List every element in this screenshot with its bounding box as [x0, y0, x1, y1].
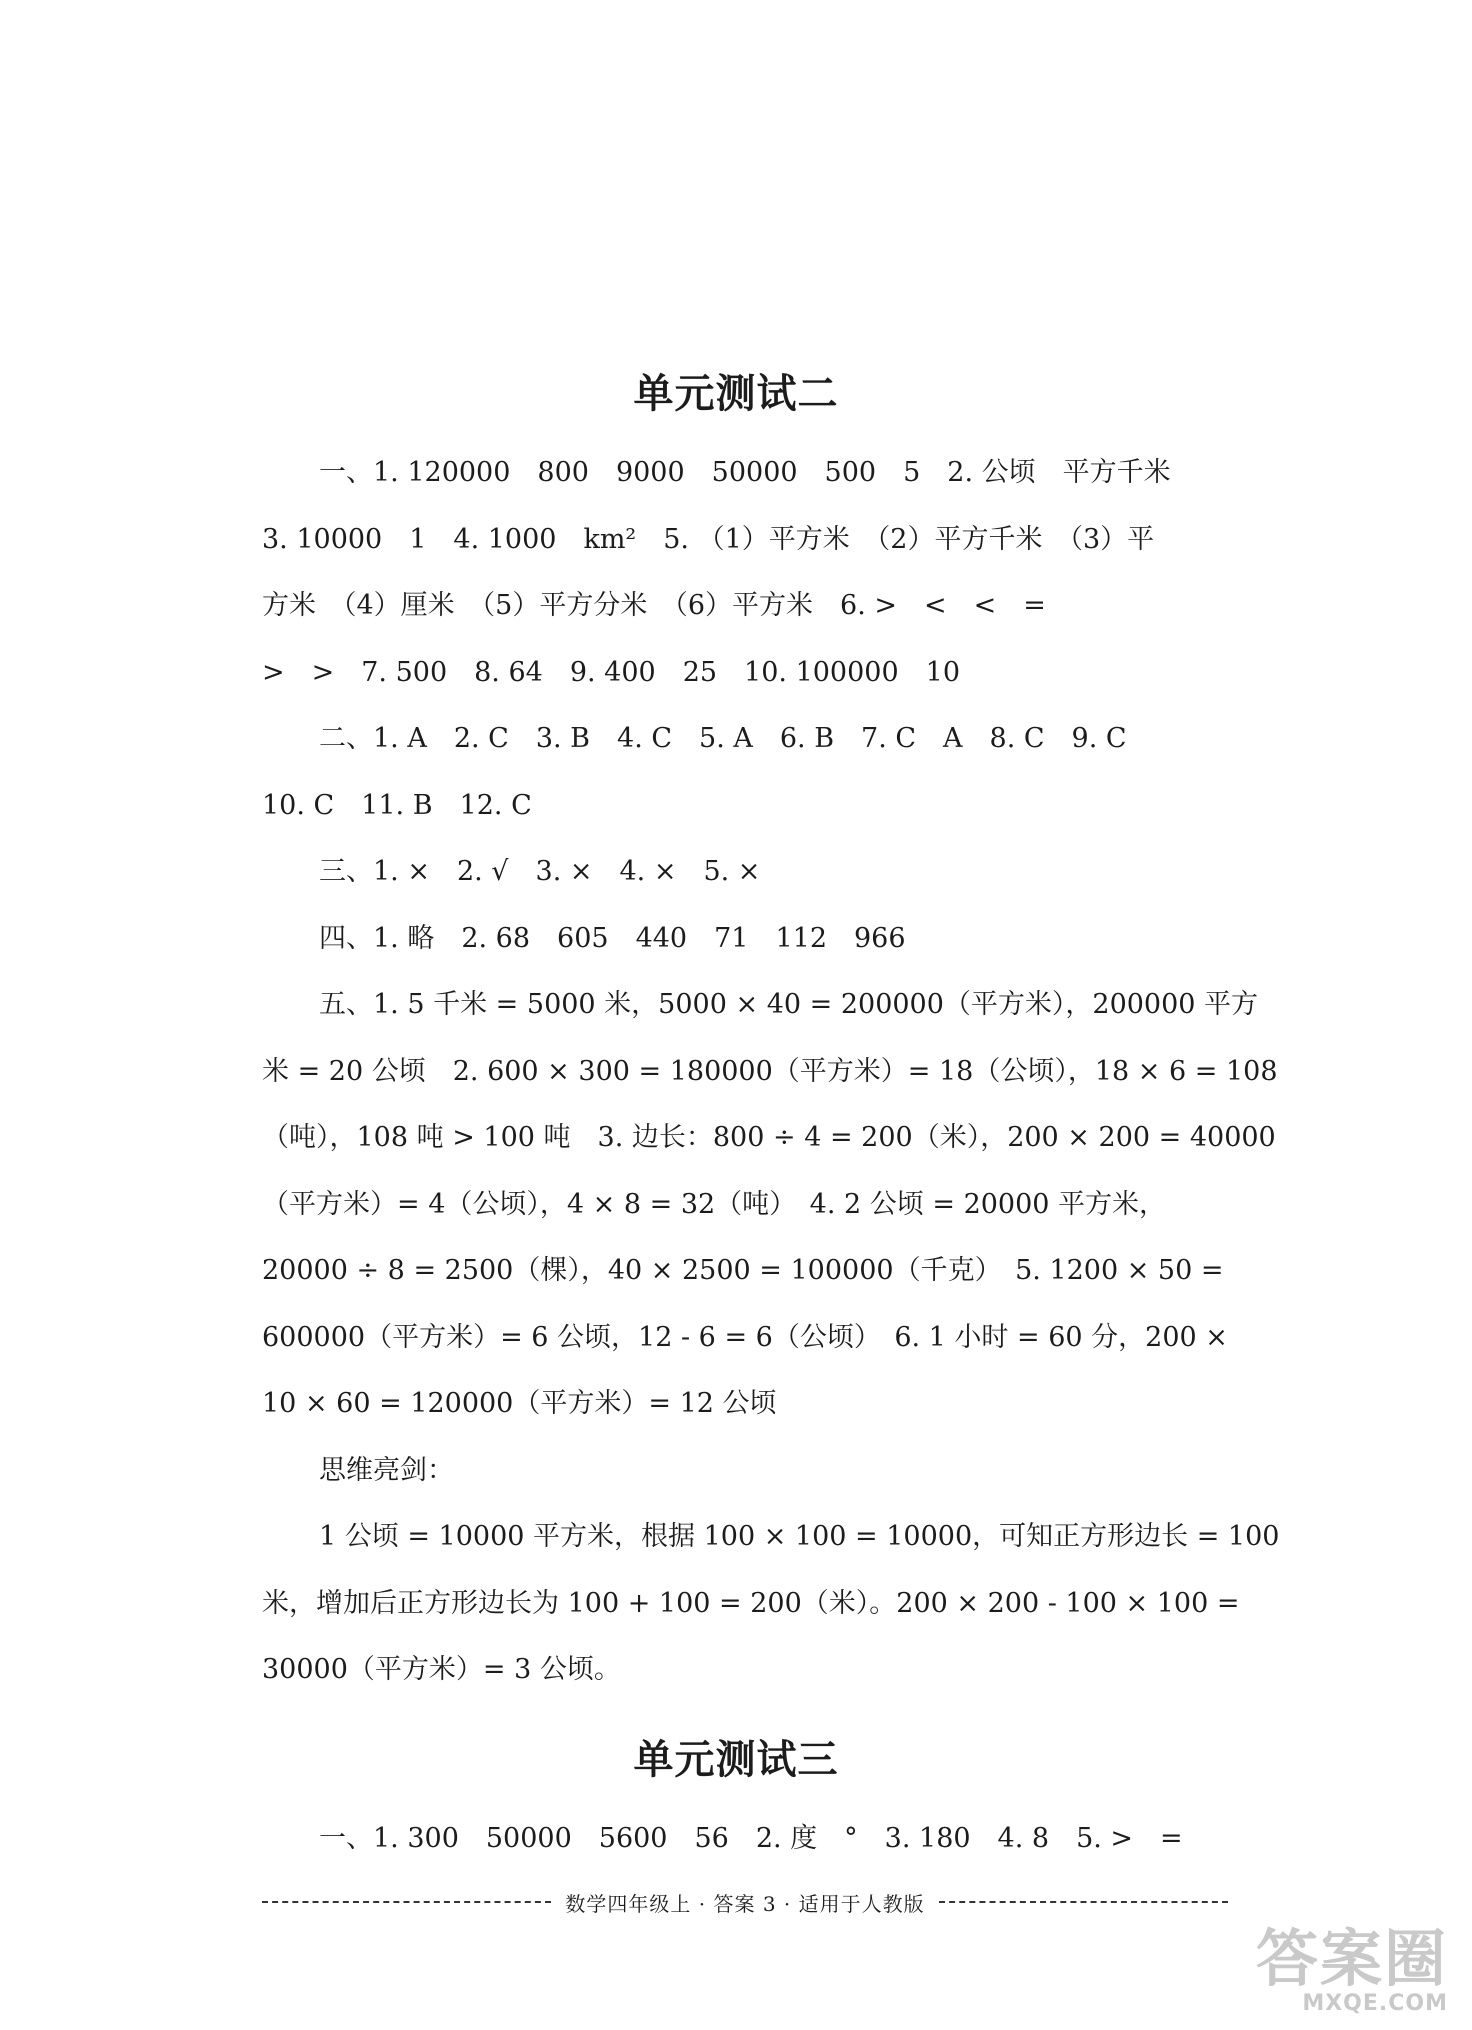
answer-line: 30000（平方米）= 3 公顷。 — [262, 1654, 621, 1685]
section-title-test-3: 单元测试三 — [633, 1737, 839, 1783]
answer-line: 10. C 11. B 12. C — [262, 789, 532, 821]
answer-line: （平方米）= 4（公顷），4 × 8 = 32（吨） 4. 2 公顷 = 20000 平方米， — [262, 1188, 1167, 1220]
answer-line: 600000（平方米）= 6 公顷，12 - 6 = 6（公顷） 6. 1 小时 = 60 分，200 × — [262, 1321, 1228, 1353]
answer-line: 20000 ÷ 8 = 2500（棵），40 × 2500 = 100000（千克） 5. 1200 × 50 = — [262, 1255, 1224, 1286]
watermark-logo-text: 答案圈 — [1255, 1922, 1448, 1995]
footer-divider-left — [262, 1901, 551, 1903]
section-title-test-2: 单元测试二 — [633, 371, 839, 417]
answer-line: 10 × 60 = 120000（平方米）= 12 公顷 — [262, 1388, 777, 1419]
answer-line: 米，增加后正方形边长为 100 + 100 = 200（米）。200 × 200 - 100 × 100 = — [262, 1587, 1240, 1619]
answer-line: > > 7. 500 8. 64 9. 400 25 10. 100000 10 — [262, 656, 961, 688]
answer-line: 五、1. 5 千米 = 5000 米，5000 × 40 = 200000（平方米），200000 平方 — [319, 989, 1259, 1020]
answer-line: 一、1. 300 50000 5600 56 2. 度 ° 3. 180 4. 8 5. > = — [319, 1823, 1183, 1854]
answer-line: 一、1. 120000 800 9000 50000 500 5 2. 公顷 平方千米 — [319, 457, 1171, 488]
watermark-logo — [1255, 1922, 1448, 2016]
watermark-url: MXQE.COM — [1302, 1991, 1448, 2016]
answer-line: 3. 10000 1 4. 1000 km² 5. （1）平方米 （2）平方千米 （3）平 — [262, 523, 1155, 555]
footer-divider-right — [939, 1901, 1228, 1903]
answer-line: 二、1. A 2. C 3. B 4. C 5. A 6. B 7. C A 8. C 9. C — [319, 723, 1127, 754]
test-2-answers — [262, 440, 1280, 1704]
footer-text: 数学四年级上 · 答案 3 · 适用于人教版 — [565, 1891, 925, 1916]
answer-line: 方米 （4）厘米 （5）平方分米 （6）平方米 6. > < < = — [262, 590, 1046, 621]
thinking-heading: 思维亮剑： — [319, 1454, 454, 1486]
page-footer — [262, 1890, 1228, 1914]
answer-line: 1 公顷 = 10000 平方米，根据 100 × 100 = 10000，可知正方形边长 = 100 — [319, 1521, 1280, 1552]
answer-line: 四、1. 略 2. 68 605 440 71 112 966 — [319, 922, 906, 954]
answer-line: 米 = 20 公顷 2. 600 × 300 = 180000（平方米）= 18（公顷），18 × 6 = 108 — [262, 1055, 1278, 1087]
answer-line: （吨），108 吨 > 100 吨 3. 边长：800 ÷ 4 = 200（米），200 × 200 = 40000 — [262, 1122, 1276, 1153]
answer-line: 三、1. × 2. √ 3. × 4. × 5. × — [319, 856, 761, 887]
test-3-answers — [262, 1806, 1228, 1873]
